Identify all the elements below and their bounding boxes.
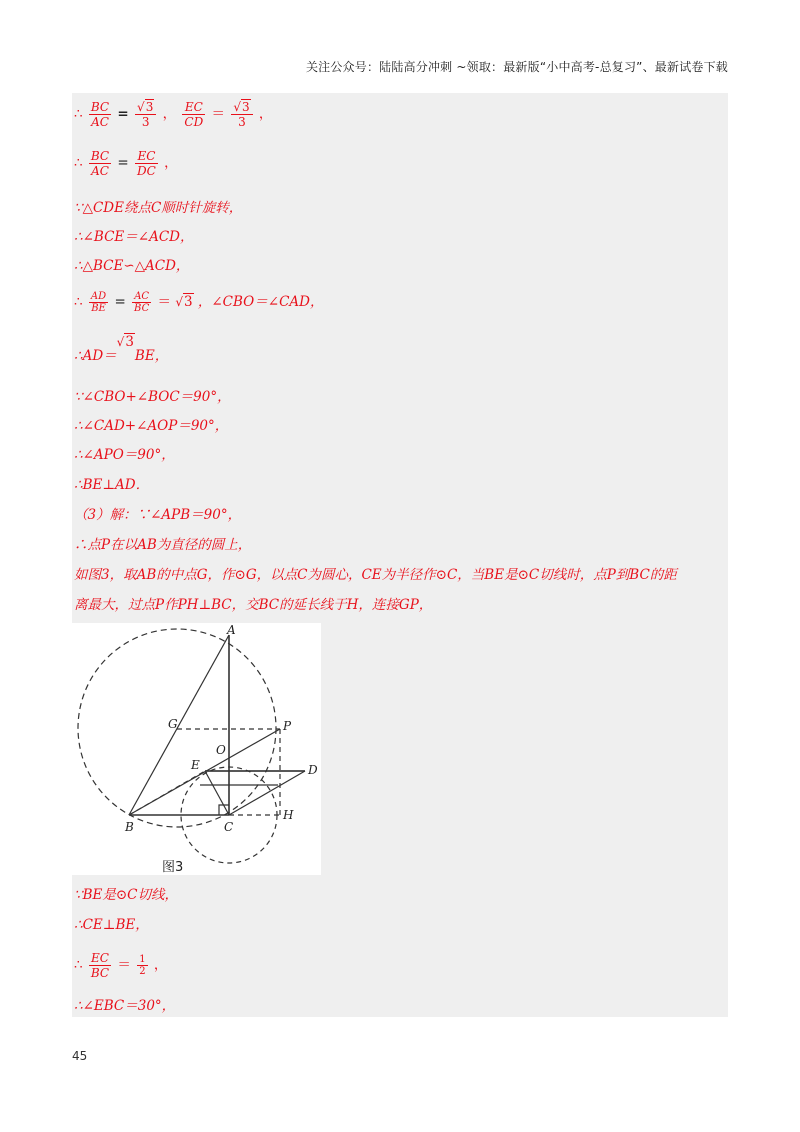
fraction-ec-dc: $\frac{EC}{DC}$ [137, 149, 156, 178]
figure-caption: 图3 [162, 860, 184, 875]
page-number: 45 [72, 1049, 88, 1063]
page-header: 关注公众号：陆陆高分冲刺 ~领取：最新版“小中高考-总复习”、最新试卷下载 [305, 60, 728, 74]
solution-line-1: ∴ $\frac{BC}{AC}$ = $\frac{√3}{3}$ ， $\frac{EC}{CD}$ ＝ $\frac{√3}{3}$ ， [74, 100, 273, 129]
solution-line-8: ∵∠CBO+∠BOC＝90°， [74, 389, 231, 405]
solution-line-13: ∴点P在以AB为直径的圆上， [74, 537, 252, 553]
label-o: O [216, 743, 226, 757]
solution-line-9: ∴∠CAD+∠AOP＝90°， [74, 418, 229, 434]
solution-line-17: ∴CE⊥BE， [74, 917, 149, 933]
label-b: B [125, 820, 134, 834]
fraction-ec-bc: $\frac{EC}{BC}$ [90, 951, 110, 980]
label-p: P [283, 719, 292, 733]
fraction-sqrt3-over-3: $\frac{√3}{3}$ [231, 100, 252, 129]
fraction-bc-ac: $\frac{BC}{AC}$ [90, 100, 110, 129]
label-d: D [308, 763, 318, 777]
solution-line-19: ∴∠EBC＝30°， [74, 998, 176, 1014]
solution-line-14: 如图3，取AB的中点G，作⊙G，以点C为圆心，CE为半径作⊙C，当BE是⊙C切线时，点P到BC的距 [74, 567, 677, 583]
segment-ec [205, 771, 229, 815]
solution-line-4: ∴∠BCE＝∠ACD， [74, 229, 194, 245]
solution-line-3: ∵△CDE绕点C顺时针旋转， [74, 200, 243, 216]
solution-line-2: ∴ $\frac{BC}{AC}$ = $\frac{EC}{DC}$ ， [74, 149, 178, 178]
equals-sign: = [117, 106, 129, 122]
fraction-ec-cd: $\frac{EC}{CD}$ [184, 100, 204, 129]
label-c: C [224, 820, 234, 834]
geometry-diagram [72, 623, 321, 875]
label-e: E [191, 758, 200, 772]
fraction-sqrt3-over-3: $\frac{√3}{3}$ [135, 100, 156, 129]
solution-line-10: ∴∠APO＝90°， [74, 447, 175, 463]
solution-line-11: ∴BE⊥AD． [74, 477, 150, 493]
label-a: A [227, 623, 236, 637]
sqrt-3: √3 [116, 334, 134, 350]
label-h: H [283, 808, 294, 822]
sqrt-3: √3 [175, 294, 193, 310]
solution-line-5: ∴△BCE∽△ACD， [74, 258, 190, 274]
fraction-bc-ac: $\frac{BC}{AC}$ [90, 149, 110, 178]
segment-dc [229, 771, 305, 815]
solution-line-18: ∴ $\frac{EC}{BC}$ ＝ $\frac{1}{2}$ ， [74, 951, 168, 980]
therefore-symbol: ∴ [74, 106, 87, 122]
fraction-one-half: $\frac{1}{2}$ [139, 954, 146, 977]
fraction-ad-be: $\frac{AD}{BE}$ [90, 291, 107, 314]
solution-line-15: 离最大，过点P作PH⊥BC，交BC的延长线于H，连接GP， [74, 597, 433, 613]
geometry-figure-3 [72, 623, 321, 875]
label-g: G [168, 717, 178, 731]
segment-bp [129, 729, 280, 815]
solution-line-12: （3）解：∵∠APB＝90°， [74, 507, 242, 523]
equals-sign: ＝ [211, 106, 226, 122]
solution-line-7: ∴AD＝√3BE， [74, 334, 169, 364]
solution-line-6: ∴ $\frac{AD}{BE}$ = $\frac{AC}{BC}$ ＝ √3 ，∠CBO＝∠CAD， [74, 291, 324, 314]
solution-line-16: ∵BE是⊙C切线， [74, 887, 179, 903]
fraction-ac-bc: $\frac{AC}{BC}$ [134, 291, 150, 314]
